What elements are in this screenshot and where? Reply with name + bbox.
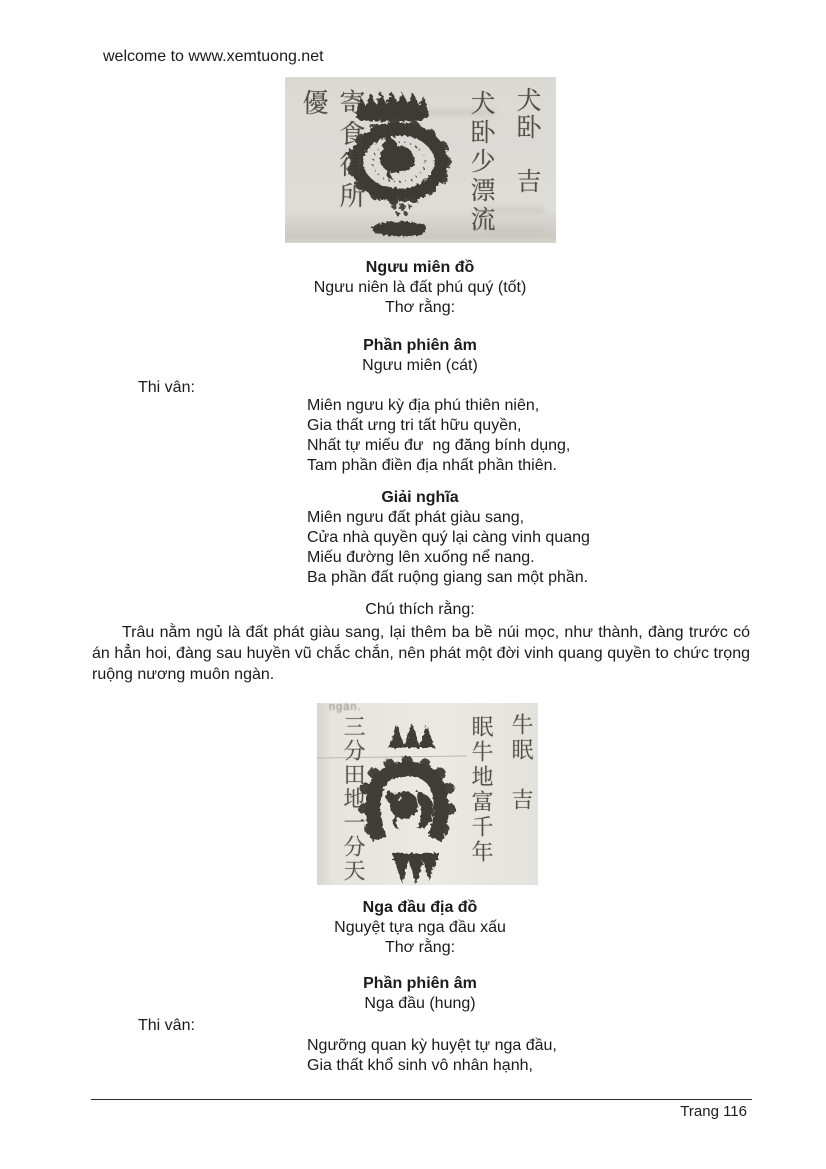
figure1-caption-right-inner: 犬卧少漂流 — [467, 90, 496, 235]
poem-line: Tam phần điền địa nhất phần thiên. — [307, 457, 557, 474]
footer-divider — [91, 1099, 752, 1100]
meaning-line: Ba phần đất ruộng giang san một phần. — [307, 569, 589, 586]
meaning-line: Miên ngưu đất phát giàu sang, — [307, 509, 525, 526]
section1-note-heading: Chú thích rằng: — [365, 601, 475, 618]
section2-poem — [307, 1036, 557, 1076]
section1-poem — [307, 396, 570, 476]
section1-verse-intro: Thơ rằng: — [384, 299, 456, 316]
figure2-caption-right-inner: 眠牛地富千年 — [468, 715, 493, 865]
table-bar-shape — [372, 222, 426, 237]
ox-silhouette — [384, 790, 433, 830]
section2-verse-intro: Thơ rằng: — [384, 939, 456, 956]
three-peaks-shape — [388, 723, 435, 748]
poem-line: Gia thất khổ sinh vô nhân hạnh, — [307, 1057, 533, 1074]
figure-dog-lying-scan — [285, 77, 556, 243]
figure2-caption-right-outer: 牛眠 吉 — [508, 713, 533, 813]
section2-title: Nga đầu địa đồ — [362, 899, 478, 916]
section2-subtitle: Nguyệt tựa nga đầu xấu — [334, 919, 506, 936]
poem-line: Ngưỡng quan kỳ huyệt tự nga đầu, — [307, 1037, 557, 1054]
site-watermark: welcome to www.xemtuong.net — [103, 48, 324, 65]
figure-ox-sleeping-scan — [317, 703, 538, 885]
scan-bleed-text: ngàn. — [329, 703, 362, 713]
page-number: Trang 116 — [680, 1103, 747, 1120]
section2-thi-van-label: Thi vân: — [138, 1017, 195, 1034]
figure2-caption-left: 三分田地一分天 — [340, 715, 365, 883]
section1-phonetic-value: Ngưu miên (cát) — [362, 357, 478, 374]
meaning-line: Miếu đường lên xuống nể nang. — [307, 549, 535, 566]
figure1-caption-right-outer: 犬卧 吉 — [513, 87, 542, 195]
poem-line: Nhất tự miếu đư ng đăng bính dụng, — [307, 437, 571, 454]
poem-line: Miên ngưu kỳ địa phú thiên niên, — [307, 397, 540, 414]
section2-phonetic-value: Nga đầu (hung) — [364, 995, 476, 1012]
meaning-line: Cửa nhà quyền quý lại càng vinh quang — [307, 529, 590, 546]
dog-silhouette — [379, 133, 414, 180]
figure1-caption-left: 寄食得所優 — [298, 89, 365, 213]
bottom-teeth-shape — [393, 853, 439, 885]
section1-note-text: Trâu nằm ngủ là đất phát giàu sang, lại thêm ba bề núi mọc, như thành, đàng trước có án hẳn hoi, đàng sau huyền vũ chắc chắn, nên phát một đời vinh quang quyền to chức trọng ruộng nương muôn ngàn. — [92, 624, 750, 683]
section1-thi-van-label: Thi vân: — [138, 379, 195, 396]
section1-meaning-heading: Giải nghĩa — [381, 489, 459, 506]
section1-meaning-lines — [307, 508, 590, 588]
poem-line: Gia thất ưng tri tất hữu quyền, — [307, 417, 522, 434]
section2-phonetic-heading: Phần phiên âm — [363, 975, 477, 992]
section1-title: Ngưu miên đồ — [365, 259, 475, 276]
section1-phonetic-heading: Phần phiên âm — [363, 337, 477, 354]
section1-subtitle: Ngưu niên là đất phú quý (tốt) — [313, 279, 527, 296]
